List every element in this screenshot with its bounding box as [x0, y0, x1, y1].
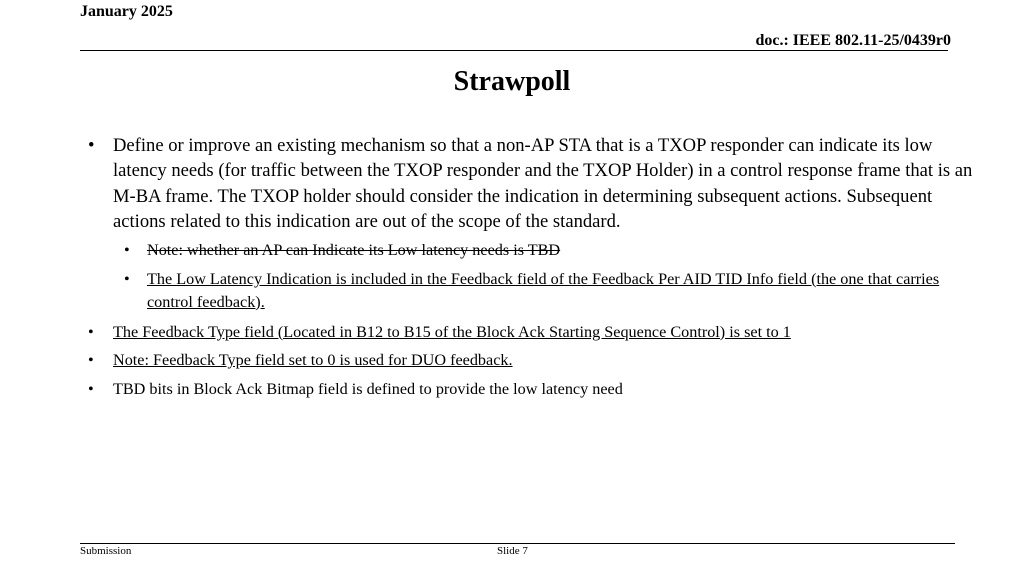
sub-bullet-item-struck: • Note: whether an AP can Indicate its Low latency needs is TBD — [88, 239, 978, 262]
bullet-item: • TBD bits in Block Ack Bitmap field is defined to provide the low latency need — [88, 377, 978, 401]
footer-divider — [80, 543, 955, 544]
bullet-item: • Define or improve an existing mechanism so that a non-AP STA that is a TXOP responder can indicate its low latency needs (for traffic between the TXOP responder and the TXOP Holder) in a control response frame that is an M-BA frame. The TXOP holder should consider the indication in determining subsequent actions. Subsequent actions related to this indication are out of the scope of the standard. — [88, 135, 973, 232]
slide-title: Strawpoll — [453, 66, 571, 97]
bullet-icon: • — [88, 322, 94, 341]
header-divider — [80, 50, 948, 51]
bullet-item: • Note: Feedback Type field set to 0 is used for DUO feedback. — [88, 348, 978, 372]
footer-submission: Submission — [80, 545, 132, 557]
footer-slide-number: Slide 7 — [497, 545, 528, 557]
sub-bullet-item: • The Low Latency Indication is included in the Feedback field of the Feedback Per AID TID Info field (the one that carries control feedback). — [124, 269, 940, 311]
bullet-icon: • — [124, 269, 130, 288]
header-doc-id: doc.: IEEE 802.11-25/0439r0 — [755, 32, 951, 49]
bullet-item: • The Feedback Type field (Located in B12 to B15 of the Block Ack Starting Sequence Control) is set to 1 — [88, 320, 978, 344]
bullet-icon: • — [88, 379, 94, 398]
slide-body — [88, 133, 978, 405]
bullet-icon: • — [88, 135, 95, 156]
bullet-icon: • — [124, 240, 130, 259]
bullet-icon: • — [88, 351, 94, 370]
header-date: January 2025 — [80, 3, 173, 20]
